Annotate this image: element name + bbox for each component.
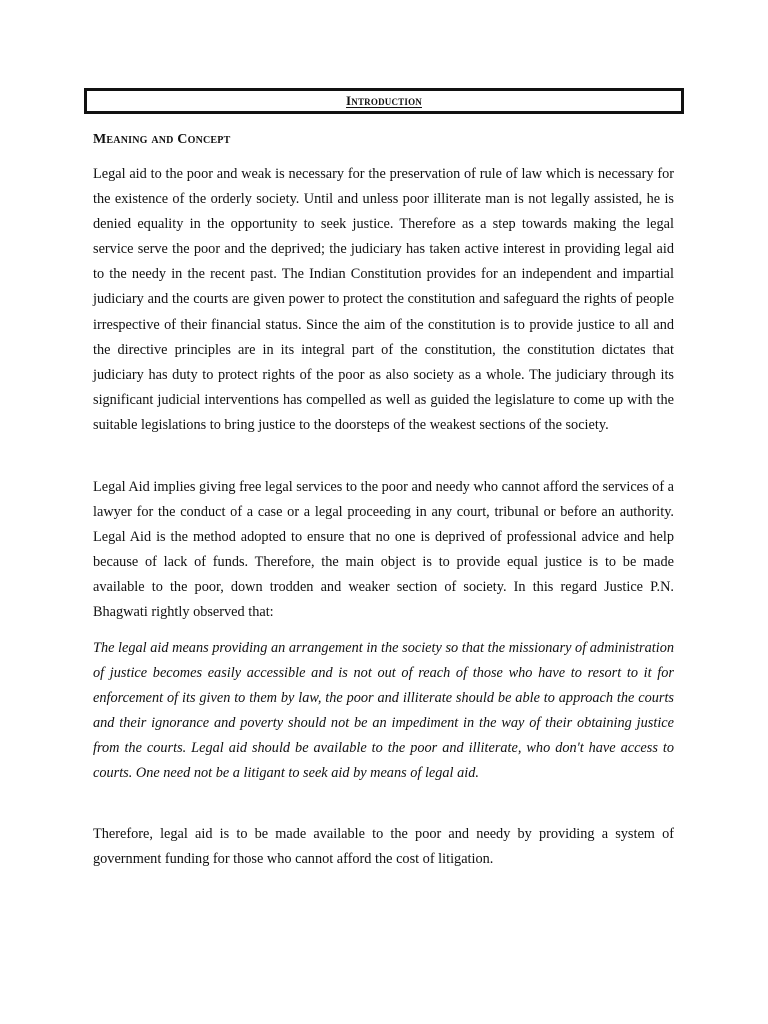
paragraph-bhagwati-quote: The legal aid means providing an arrangement in the society so that the missionary of administration of justice becomes easily accessible and is not out of reach of those who have to resort to it for enforcement of its given to them by law, the poor and illiterate should be able to approach the courts and their ignorance and poverty should not be an impediment in the way of their obtaining justice from the courts. Legal aid should be available to the poor and illiterate, who don't have access to courts. One need not be a litigant to seek aid by means of legal aid. xyxy=(93,640,674,782)
paragraph-legal-aid-necessity: Legal aid to the poor and weak is necessary for the preservation of rule of law which is necessary for the existence of the orderly society. Until and unless poor illiterate man is not legally assisted, he is denied equality in the opportunity to seek justice. Therefore as a step towards making the legal service serve the poor and the deprived; the judiciary has taken active interest in providing legal aid to the needy in the recent past. The Indian Constitution provides for an independent and impartial judiciary and the courts are given power to protect the constitution and safeguard the rights of people irrespective of their financial status. Since the aim of the constitution is to provide justice to all and the directive principles are in its integral part of the constitution, the constitution dictates that judiciary has duty to protect rights of the poor as also society as a whole. The judiciary through its significant judicial interventions has compelled as well as guided the legislature to come up with the suitable legislations to bring justice to the doorsteps of the weakest sections of the society. xyxy=(93,166,674,433)
paragraph-legal-aid-definition: Legal Aid implies giving free legal services to the poor and needy who cannot afford the services of a lawyer for the conduct of a case or a legal proceeding in any court, tribunal or before an authority. Legal Aid is the method adopted to ensure that no one is deprived of professional advice and help because of lack of funds. Therefore, the main object is to provide equal justice is to be made available to the poor, down trodden and weaker section of society. In this regard Justice P.N. Bhagwati rightly observed that: xyxy=(93,479,674,621)
page-title: Introduction xyxy=(346,93,422,108)
section-heading: Meaning and Concept xyxy=(93,132,231,147)
title-box xyxy=(84,88,684,114)
paragraph-government-funding: Therefore, legal aid is to be made available to the poor and needy by providing a system of government funding for those who cannot afford the cost of litigation. xyxy=(93,826,674,868)
